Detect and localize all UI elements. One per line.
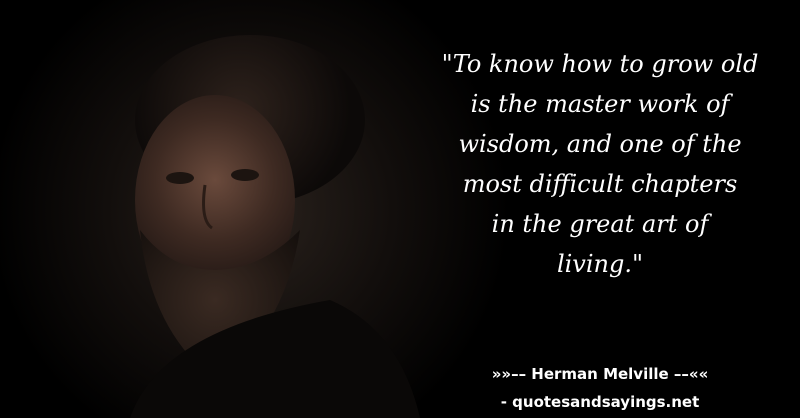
source-website: - quotesandsayings.net xyxy=(500,393,700,411)
quote-line: living." xyxy=(556,250,644,278)
quote-line: wisdom, and one of the xyxy=(458,130,742,158)
quote-line: is the master work of xyxy=(470,90,730,118)
author-attribution: »»–– Herman Melville ––«« xyxy=(491,365,709,383)
quote-line: "To know how to grow old xyxy=(441,50,759,78)
quote-line: most difficult chapters xyxy=(462,170,738,198)
quote-text xyxy=(430,44,770,284)
quote-line: in the great art of xyxy=(491,210,709,238)
